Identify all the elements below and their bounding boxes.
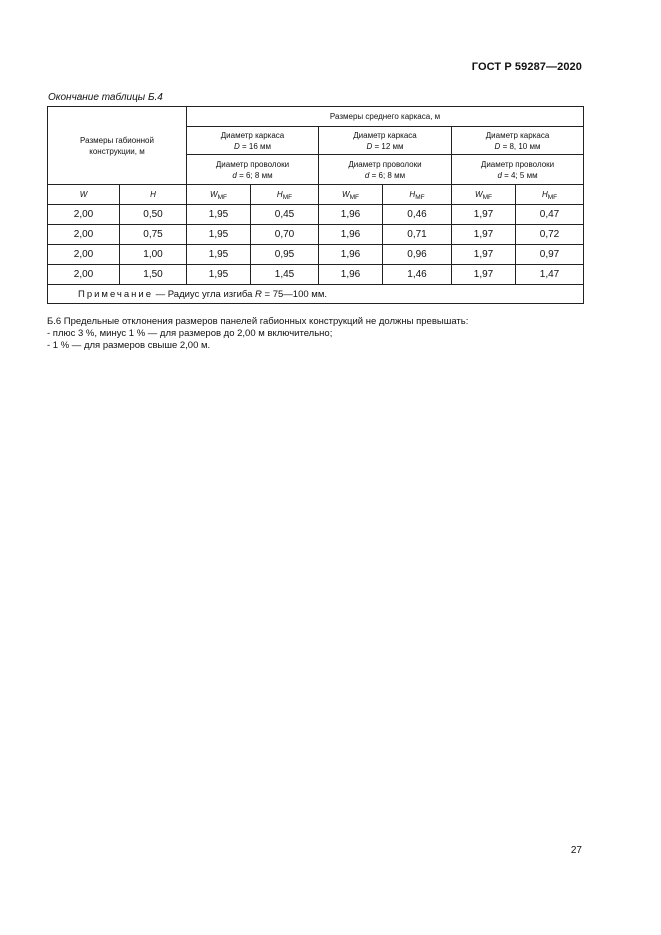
col-header-wmf-1: $W_{MF}$ — [187, 185, 251, 205]
col-header-h: H — [120, 185, 187, 205]
paragraph-line: - 1 % — для размеров свыше 2,00 м. — [47, 340, 211, 351]
table-caption: Окончание таблицы Б.4 — [48, 92, 163, 103]
cell-w: 2,00 — [48, 265, 120, 285]
frame-diameter-value: D = 12 мм — [366, 141, 404, 151]
frame-diameter-label: Диаметр каркаса — [485, 130, 550, 140]
frame-diameter-label: Диаметр каркаса — [353, 130, 417, 140]
cell-wmf-1: 1,95 — [187, 205, 251, 225]
cell-hmf-3: 1,47 — [516, 265, 584, 285]
cell-w: 2,00 — [48, 245, 120, 265]
frame-diameter-value: D = 8, 10 мм — [494, 141, 541, 151]
frame-sizes-header: Размеры среднего каркаса, м — [187, 107, 584, 127]
frame-diameter-cell-1 — [187, 127, 319, 155]
cell-wmf-3: 1,97 — [452, 205, 516, 225]
cell-wmf-2: 1,96 — [319, 265, 383, 285]
col-header-hmf-3: $H_{MF}$ — [516, 185, 584, 205]
cell-wmf-3: 1,97 — [452, 265, 516, 285]
wire-diameter-cell-1 — [187, 155, 319, 185]
col-header-wmf-2: $W_{MF}$ — [319, 185, 383, 205]
cell-hmf-2: 0,46 — [383, 205, 452, 225]
cell-hmf-2: 1,46 — [383, 265, 452, 285]
page-number: 27 — [570, 845, 582, 856]
wire-diameter-value: d = 6; 8 мм — [232, 170, 273, 180]
table-row — [48, 265, 584, 285]
frame-diameter-cell-3 — [452, 127, 584, 155]
frame-diameter-value: D = 16 мм — [233, 141, 272, 151]
cell-hmf-3: 0,47 — [516, 205, 584, 225]
wire-diameter-value: d = 4; 5 мм — [497, 170, 538, 180]
cell-hmf-1: 0,45 — [251, 205, 319, 225]
cell-wmf-2: 1,96 — [319, 205, 383, 225]
dimensions-table — [47, 106, 584, 304]
wire-diameter-label: Диаметр проволоки — [480, 159, 555, 169]
cell-hmf-1: 1,45 — [251, 265, 319, 285]
standard-code: ГОСТ Р 59287—2020 — [471, 61, 582, 73]
cell-w: 2,00 — [48, 205, 120, 225]
cell-h: 1,50 — [120, 265, 187, 285]
cell-wmf-1: 1,95 — [187, 225, 251, 245]
cell-w: 2,00 — [48, 225, 120, 245]
wire-diameter-value: d = 6; 8 мм — [364, 170, 406, 180]
cell-hmf-3: 0,97 — [516, 245, 584, 265]
cell-wmf-2: 1,96 — [319, 225, 383, 245]
cell-hmf-2: 0,71 — [383, 225, 452, 245]
note-label: Примечание — [78, 288, 153, 300]
wire-diameter-cell-2 — [319, 155, 452, 185]
cell-wmf-1: 1,95 — [187, 265, 251, 285]
cell-wmf-3: 1,97 — [452, 245, 516, 265]
wire-diameter-cell-3 — [452, 155, 584, 185]
gabion-size-header-cell — [48, 107, 187, 185]
col-header-hmf-1: $H_{MF}$ — [251, 185, 319, 205]
col-header-hmf-2: $H_{MF}$ — [383, 185, 452, 205]
col-header-w: W — [48, 185, 120, 205]
paragraph-line: - плюс 3 %, минус 1 % — для размеров до 2,00 м включительно; — [47, 328, 333, 339]
cell-h: 0,75 — [120, 225, 187, 245]
col-header-wmf-3: $W_{MF}$ — [452, 185, 516, 205]
wire-diameter-label: Диаметр проволоки — [348, 159, 422, 169]
cell-wmf-3: 1,97 — [452, 225, 516, 245]
paragraph-line: Б.6 Предельные отклонения размеров панелей габионных конструкций не должны превышать: — [47, 316, 469, 327]
cell-wmf-1: 1,95 — [187, 245, 251, 265]
cell-h: 0,50 — [120, 205, 187, 225]
cell-hmf-3: 0,72 — [516, 225, 584, 245]
frame-diameter-label: Диаметр каркаса — [220, 130, 285, 140]
table-row — [48, 245, 584, 265]
table-row — [48, 205, 584, 225]
cell-wmf-2: 1,96 — [319, 245, 383, 265]
cell-hmf-2: 0,96 — [383, 245, 452, 265]
cell-hmf-1: 0,70 — [251, 225, 319, 245]
table-row — [48, 225, 584, 245]
gabion-size-header: Размеры габионной конструкции, м — [80, 135, 154, 156]
cell-h: 1,00 — [120, 245, 187, 265]
cell-hmf-1: 0,95 — [251, 245, 319, 265]
table-note: Примечание — Радиус угла изгиба R = 75—100 мм. — [48, 285, 584, 304]
wire-diameter-label: Диаметр проволоки — [215, 159, 290, 169]
frame-diameter-cell-2 — [319, 127, 452, 155]
